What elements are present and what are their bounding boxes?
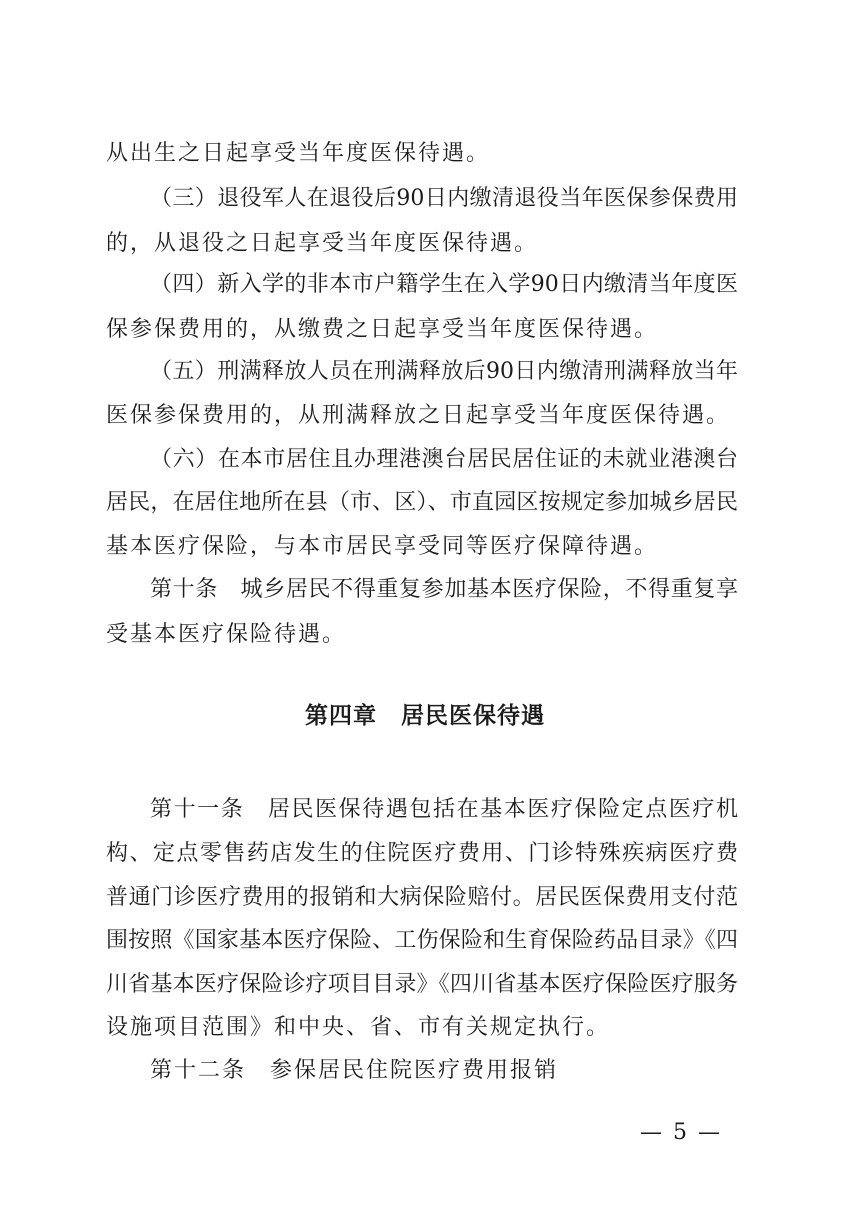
page-number: — 5 — <box>640 1120 722 1145</box>
text-line: 川省基本医疗保险诊疗项目目录》《四川省基本医疗保险医疗服务 <box>106 972 738 997</box>
text-line: （三）退役军人在退役后90日内缴清退役当年医保参保费用 <box>150 186 738 211</box>
text-line: 第十条 城乡居民不得重复参加基本医疗保险，不得重复享 <box>150 577 738 602</box>
text-line: 普通门诊医疗费用的报销和大病保险赔付。居民医保费用支付范 <box>106 885 738 910</box>
text-line: 保参保费用的，从缴费之日起享受当年度医保待遇。 <box>106 317 659 342</box>
text-line: 设施项目范围》和中央、省、市有关规定执行。 <box>106 1015 611 1040</box>
text-line: 基本医疗保险，与本市居民享受同等医疗保障待遇。 <box>106 534 659 559</box>
chapter-heading: 第四章 居民医保待遇 <box>305 703 545 729</box>
text-line: 构、定点零售药店发生的住院医疗费用、门诊特殊疾病医疗费 <box>106 841 738 866</box>
text-line: 第十二条 参保居民住院医疗费用报销 <box>150 1058 559 1083</box>
text-line: （六）在本市居住且办理港澳台居民居住证的未就业港澳台 <box>150 447 738 472</box>
text-line: 受基本医疗保险待遇。 <box>106 622 347 647</box>
text-line: 从出生之日起享受当年度医保待遇。 <box>106 141 491 166</box>
text-line: 的，从退役之日起享受当年度医保待遇。 <box>106 231 539 256</box>
text-line: 第十一条 居民医保待遇包括在基本医疗保险定点医疗机 <box>150 797 738 822</box>
text-line: 围按照《国家基本医疗保险、工伤保险和生育保险药品目录》《四 <box>106 928 738 953</box>
text-line: （四）新入学的非本市户籍学生在入学90日内缴清当年度医 <box>150 272 738 297</box>
text-line: 医保参保费用的，从刑满释放之日起享受当年度医保待遇。 <box>106 403 731 428</box>
text-line: （五）刑满释放人员在刑满释放后90日内缴清刑满释放当年 <box>150 359 738 384</box>
text-line: 居民，在居住地所在县（市、区）、市直园区按规定参加城乡居民 <box>106 490 738 515</box>
